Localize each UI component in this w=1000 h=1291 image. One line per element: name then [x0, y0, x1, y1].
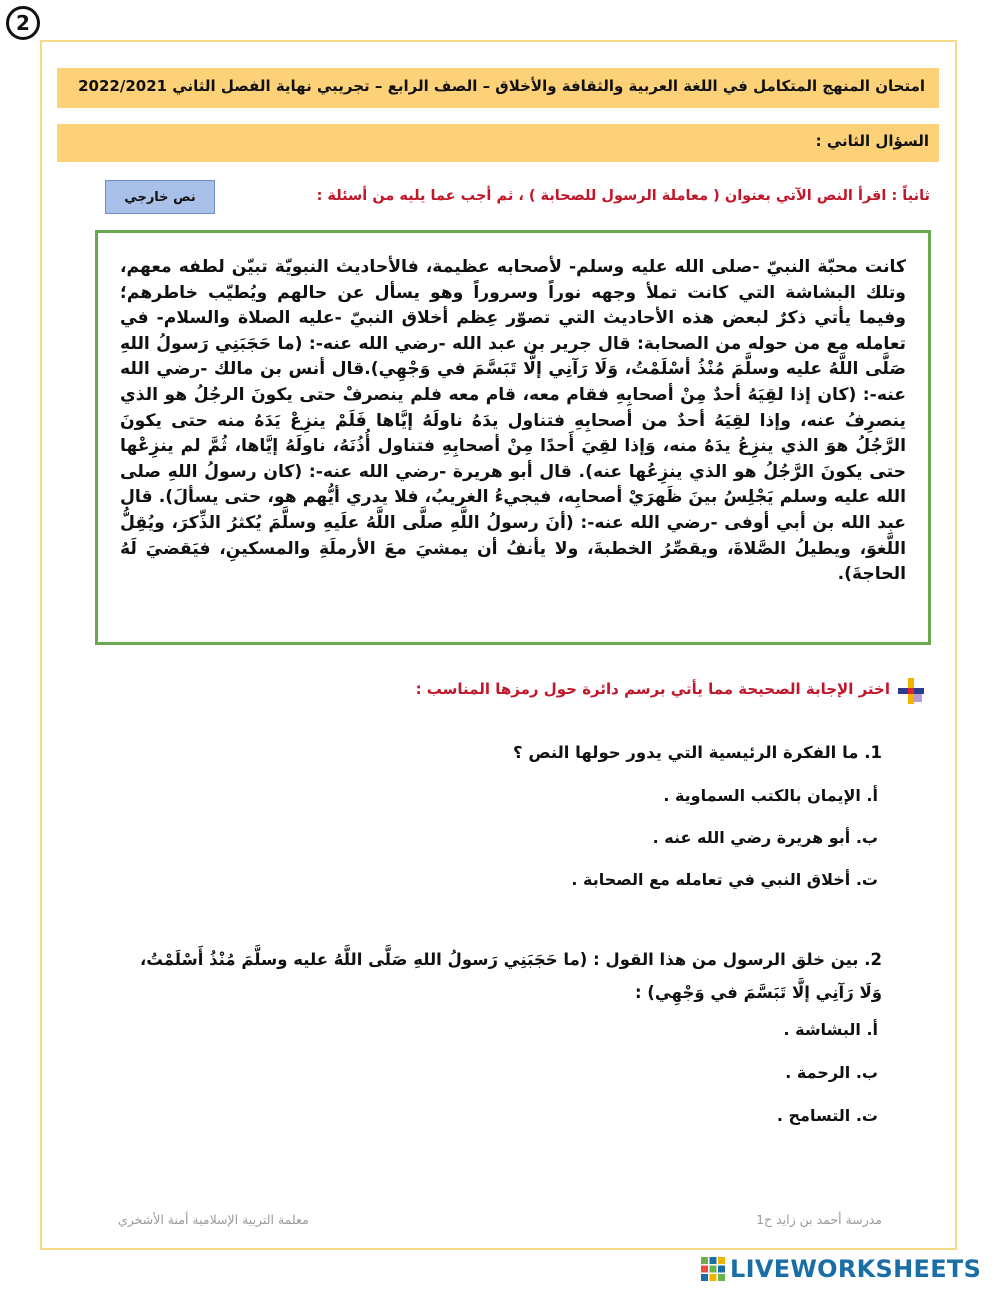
plus-bullet-icon	[896, 676, 926, 706]
q2-option-c[interactable]: ت. التسامح .	[776, 1106, 878, 1125]
question-heading-bar	[57, 124, 939, 162]
reading-instruction: ثانياً : اقرأ النص الآتي بعنوان ( معاملة الرسول للصحابة ) ، ثم أجب عما يليه من أسئلة :	[316, 188, 930, 204]
passage-text: كانت محبّة النبيّ -صلى الله عليه وسلم- لأصحابه عظيمة، فالأحاديث النبويّة تبيّن لطفه معهم، وتلك البشاشة التي كانت تملأ وجهه نوراً وسروراً وهو يسأل عن حالهم ويُطيّب خاطرهم؛ وفيما يأتي ذكرٌ لبعض هذه الأحاديث التي تصوّر عِظم أخلاق النبيّ -عليه الصلاة والسلام- في تعامله مع من حوله من الصحابة: قال جرير بن عبد الله -رضي الله عنه-: (ما حَجَبَنِي رَسولُ اللهِ صَلَّى اللَّهُ عليه وسلَّمَ مُنْذُ أسْلَمْتُ، وَلَا رَآنِي إلَّا تَبَسَّمَ في وَجْهِي).قال أنس بن مالك -رضي الله عنه-: (كان إذا لقِيَهُ أحدٌ مِنْ أصحابِهِ فقام معه، قام معه فلم ينصرفْ حتى يكونَ الرجُلُ هو الذي ينصرِفُ عنه، وإذا لقِيَهُ أحدٌ من أصحابِهِ فتناول يدَهُ ناولَهُ إيَّاها فَلَمْ ينزِعْ يَدَهُ منه حتى يكونَ الرَّجُلُ هوَ الذي ينزِعُ يدَهُ منه، وَإذا لقِيَ أَحدًا مِنْ أصحابِهِ فتناول أُذُنَهُ، ناولَهُ إيَّاها، ثُمَّ لم ينزِعْها حتى يكونَ الرَّجُلُ هو الذي ينزِعُها عنه). قال أبو هريرة -رضي الله عنه-: (كان رسولُ اللهِ صلى الله عليه وسلم يَجْلِسُ بينَ ظَهرَيْ أصحابِه، فيجيءُ الغريبُ، فلا يدري أيُّهم هو، حتى يسألَ). قال عبد الله بن أبي أوفى -رضي الله عنه-: (أنَ رسولُ اللَّهِ صلَّى اللَّهُ علَيهِ وسلَّمَ يُكثرُ الذِّكرَ، ويُقِلُّ اللَّغوَ، ويطيلُ الصَّلاةَ، ويقصِّرُ الخطبةَ، ولا يأنفُ أن يمشيَ معَ الأرملَةِ والمسكينِ، فيَقضيَ لَهُ الحاجةَ).	[120, 257, 906, 585]
external-text-button[interactable]: نص خارجي	[105, 180, 215, 214]
q2-option-a[interactable]: أ. البشاشة .	[783, 1020, 878, 1039]
q2-option-b[interactable]: ب. الرحمة .	[785, 1063, 878, 1082]
footer-teacher: معلمة التربية الإسلامية أمنة الأشخري	[118, 1212, 309, 1227]
exam-title: امتحان المنهج المتكامل في اللغة العربية والثقافة والأخلاق – الصف الرابع – تجريبي نهاية الفصل الثاني 2022/2021	[78, 77, 925, 95]
liveworksheets-grid-icon	[700, 1256, 726, 1282]
liveworksheets-brand-text: LIVEWORKSHEETS	[730, 1255, 982, 1283]
choose-instruction: اختر الإجابة الصحيحة مما يأتي برسم دائرة حول رمزها المناسب :	[415, 680, 890, 698]
question-1-text: 1. ما الفكرة الرئيسية التي يدور حولها النص ؟	[513, 743, 882, 762]
question-2-text: 2. بين خلق الرسول من هذا القول : (ما حَجَبَنِي رَسولُ اللهِ صَلَّى اللَّهُ عليه وسلَّمَ مُنْذُ أَسْلَمْتُ، وَلَا رَآنِي إلَّا تَبَسَّمَ في وَجْهِي) :	[139, 950, 882, 1002]
reading-passage	[95, 230, 931, 645]
page-number-badge	[6, 6, 40, 40]
question-heading: السؤال الثاني :	[815, 132, 929, 150]
q1-option-a[interactable]: أ. الإيمان بالكتب السماوية .	[663, 786, 878, 805]
footer-school: مدرسة أحمد بن زايد ح1	[756, 1212, 882, 1227]
page-number: 2	[16, 11, 30, 35]
exam-title-bar	[57, 68, 939, 108]
q1-option-c[interactable]: ت. أخلاق النبي في تعامله مع الصحابة .	[571, 870, 878, 889]
liveworksheets-logo[interactable]	[700, 1254, 981, 1284]
q1-option-b[interactable]: ب. أبو هريرة رضي الله عنه .	[652, 828, 878, 847]
